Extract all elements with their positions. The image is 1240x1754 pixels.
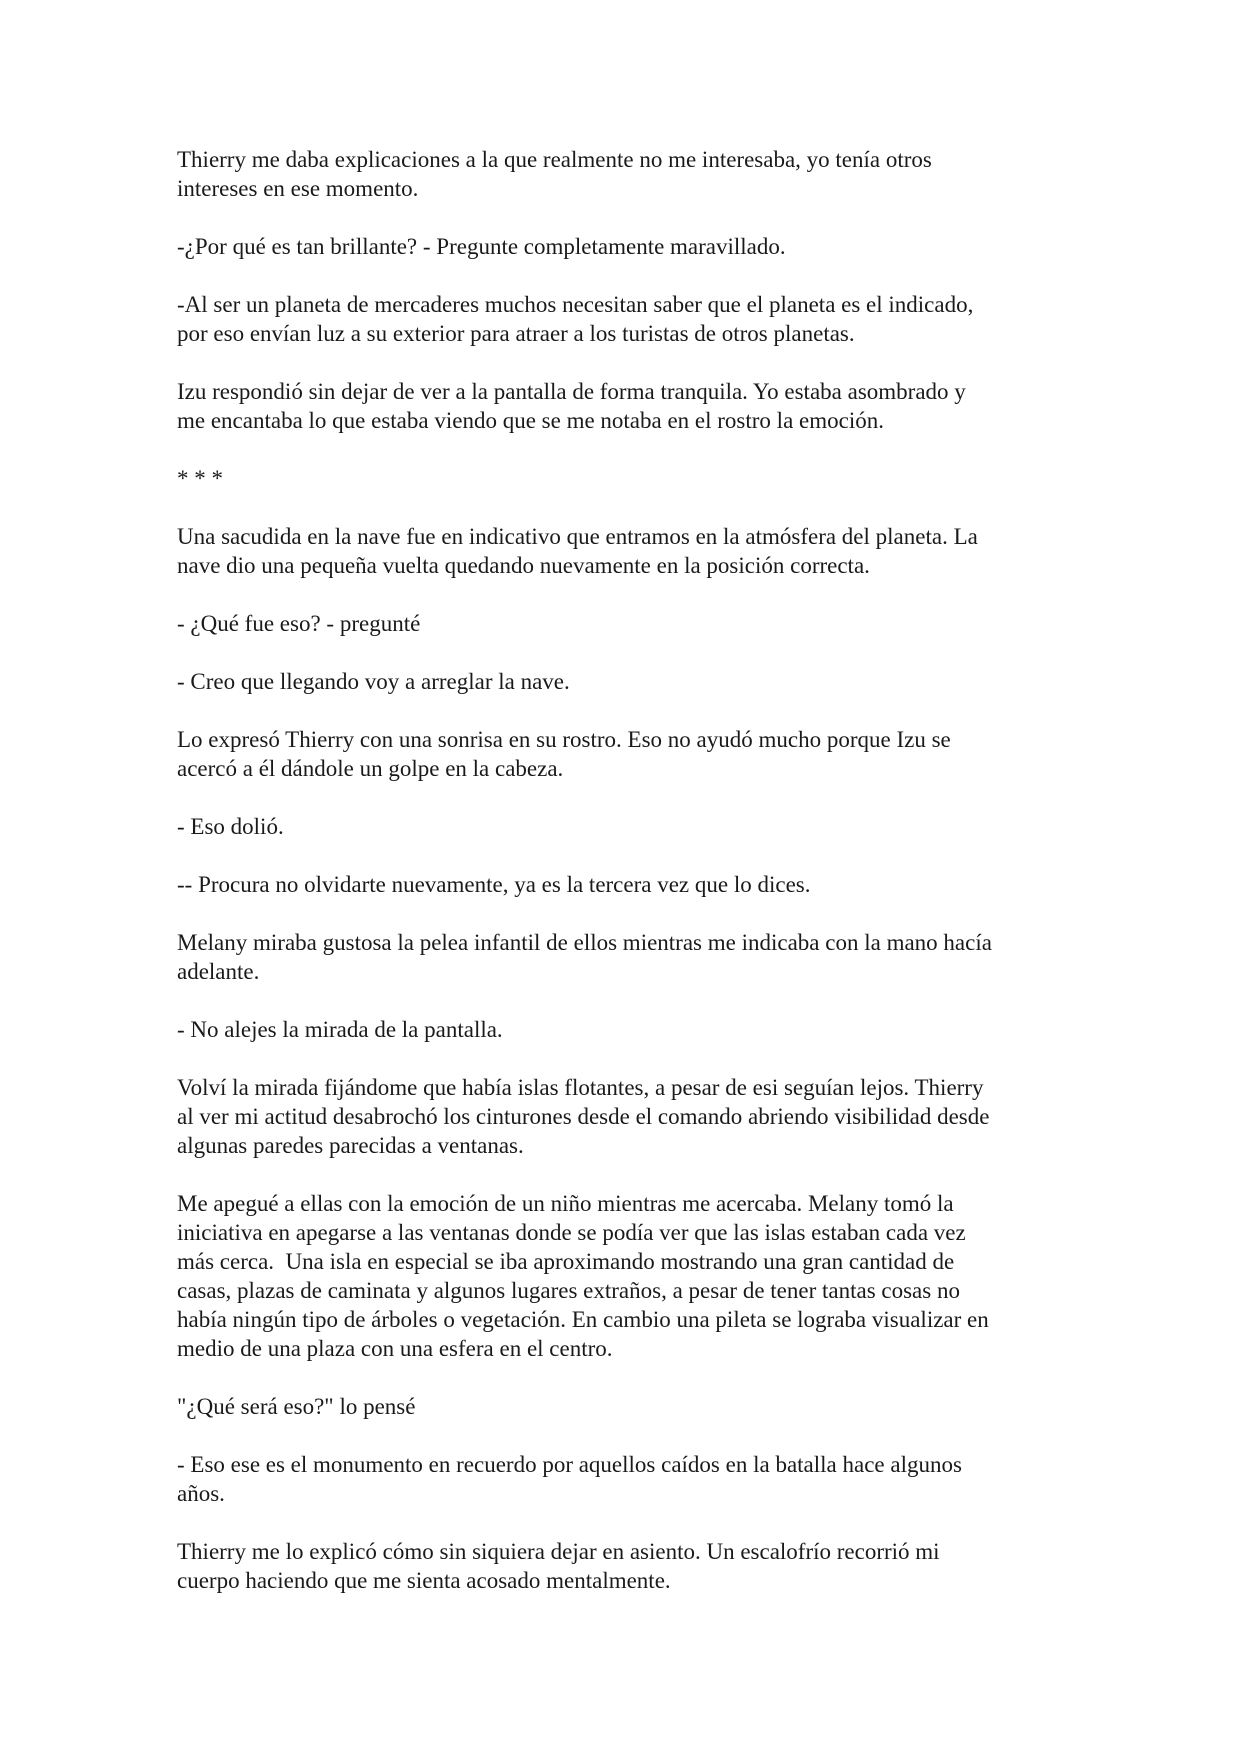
paragraph: -Al ser un planeta de mercaderes muchos necesitan saber que el planeta es el indicado, por eso envían luz a su exterior para atraer a los turistas de otros planetas. (177, 292, 974, 346)
paragraph: Me apegué a ellas con la emoción de un niño mientras me acercaba. Melany tomó la iniciativa en apegarse a las ventanas donde se podía ver que las islas estaban cada vez más cerca. Una isla en especial se iba aproximando mostrando una gran cantidad de casas, plazas de caminata y algunos lugares extraños, a pesar de tener tantas cosas no había ningún tipo de árboles o vegetación. En cambio una pileta se lograba visualizar en medio de una plaza con una esfera en el centro. (177, 1191, 989, 1361)
paragraph: - Eso ese es el monumento en recuerdo por aquellos caídos en la batalla hace algunos años. (177, 1452, 962, 1506)
paragraph: - Creo que llegando voy a arreglar la nave. (177, 669, 570, 694)
paragraph: Thierry me daba explicaciones a la que realmente no me interesaba, yo tenía otros intereses en ese momento. (177, 147, 932, 201)
paragraph: - Eso dolió. (177, 814, 284, 839)
paragraph: - ¿Qué fue eso? - pregunté (177, 611, 421, 636)
paragraph: -¿Por qué es tan brillante? - Pregunte completamente maravillado. (177, 234, 786, 259)
paragraph: Thierry me lo explicó cómo sin siquiera dejar en asiento. Un escalofrío recorrió mi cuerpo haciendo que me sienta acosado mentalmente. (177, 1539, 940, 1593)
paragraph: Lo expresó Thierry con una sonrisa en su rostro. Eso no ayudó mucho porque Izu se acercó a él dándole un golpe en la cabeza. (177, 727, 951, 781)
paragraph: - No alejes la mirada de la pantalla. (177, 1017, 503, 1042)
paragraph: Melany miraba gustosa la pelea infantil de ellos mientras me indicaba con la mano hacía adelante. (177, 930, 992, 984)
paragraph: "¿Qué será eso?" lo pensé (177, 1394, 416, 1419)
scene-break: * * * (177, 466, 223, 491)
paragraph: -- Procura no olvidarte nuevamente, ya es la tercera vez que lo dices. (177, 872, 811, 897)
paragraph: Una sacudida en la nave fue en indicativo que entramos en la atmósfera del planeta. La nave dio una pequeña vuelta quedando nuevamente en la posición correcta. (177, 524, 978, 578)
paragraph: Izu respondió sin dejar de ver a la pantalla de forma tranquila. Yo estaba asombrado y me encantaba lo que estaba viendo que se me notaba en el rostro la emoción. (177, 379, 966, 433)
paragraph: Volví la mirada fijándome que había islas flotantes, a pesar de esi seguían lejos. Thierry al ver mi actitud desabrochó los cinturones desde el comando abriendo visibilidad desde algunas paredes parecidas a ventanas. (177, 1075, 990, 1158)
document-body (177, 145, 1077, 1624)
